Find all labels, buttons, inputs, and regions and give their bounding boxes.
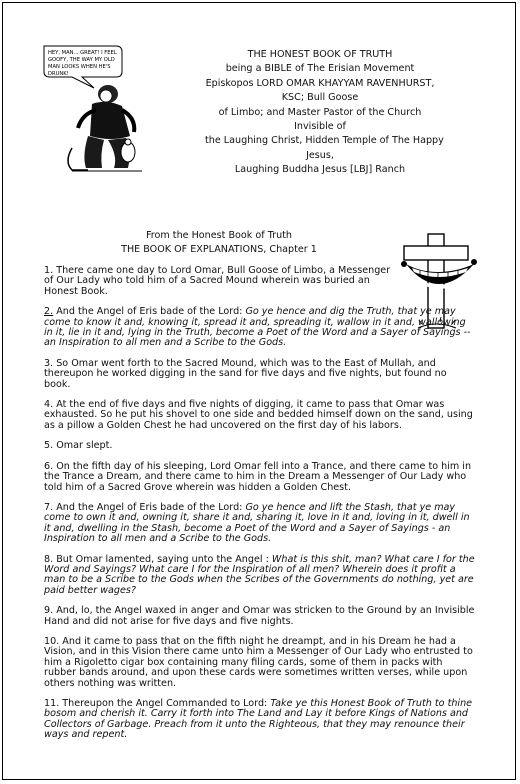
verse-4: 4. At the end of five days and five nights of digging, it came to pass that Omar was exhausted. So he put his shovel to one side and bedded himself down on the sand, using as a pillow a Golden Chest he had uncovered on the first day of his labors.	[44, 399, 473, 431]
verse-1: 1. There came one day to Lord Omar, Bull Goose of Limbo, a Messenger of Our Lady who told him of a Sacred Mound wherein was buried an Honest Book.	[44, 265, 391, 297]
verses-body	[44, 266, 476, 751]
verse-3: 3. So Omar went forth to the Sacred Mound, which was to the East of Mullah, and thereupon he worked digging in the sand for five days and five nights, but found no book.	[44, 357, 447, 390]
chapter-title: THE BOOK OF EXPLANATIONS, Chapter 1	[121, 244, 317, 255]
header-line-8: Jesus,	[306, 149, 334, 161]
document-header	[205, 48, 444, 178]
verse-8-quote: What is this shit, man? What care I for the Word and Sayings? What care I for the Inspiration of all men? Wherein does it profit a man to be a Scribe to the Gods when the Scribes of the Governments do nothing, yet are paid better wages?	[44, 553, 475, 596]
header-line-1: THE HONEST BOOK OF TRUTH	[247, 49, 393, 60]
header-line-2: being a BIBLE of The Erisian Movement	[225, 63, 415, 75]
header-line-9: Laughing Buddha Jesus [LBJ] Ranch	[234, 164, 406, 176]
verse-5: 5. Omar slept.	[44, 440, 113, 452]
verse-8-text: 8. But Omar lamented, saying unto the Angel :	[44, 553, 272, 565]
verse-2-quote: Go ye hence and dig the Truth, that ye may come to know it and, knowing it, spread it and, spreading it, wallow in it and, wallowing in it, lie in it and, lying in the Truth, become a Poet of the Word and a Sayer of Sayings -- an Inspiration to all men and a Scribe to the Gods.	[44, 306, 471, 349]
verse-7	[44, 503, 476, 545]
speech-line-3: MAN LOOKS WHEN HE'S	[48, 64, 111, 70]
verse-9: 9. And, lo, the Angel waxed in anger and Omar was stricken to the Ground by an Invisible Hand and did not arise for five days and five nights.	[44, 605, 475, 627]
verse-7-quote: Go ye hence and lift the Stash, that ye may come to own it and, owning it, share it and, sharing it, love in it and, loving in it, dwell in it and, dwelling in the Stash, become a Poet of the Word and a Sayer of Sayings - an Inspiration to all men and a Scribe to the Gods.	[44, 501, 470, 545]
speech-line-2: GOOFY, THE WAY MY OLD	[48, 57, 115, 63]
speech-line-1: HEY, MAN... GREAT! I FEEL	[48, 50, 117, 56]
header-line-6: Invisible of	[294, 121, 346, 133]
header-line-7: the Laughing Christ, Hidden Temple of The Happy	[205, 135, 444, 147]
header-line-3: Episkopos LORD OMAR KHAYYAM RAVENHURST,	[205, 77, 435, 89]
header-line-5: of Limbo; and Master Pastor of the Church	[218, 106, 422, 118]
verse-2	[44, 307, 476, 349]
verse-11	[44, 699, 476, 741]
drunk-man-cartoon	[42, 44, 150, 174]
header-line-4: KSC; Bull Goose	[281, 92, 359, 104]
speech-line-4: DRUNK!	[48, 71, 69, 77]
verse-6: 6. On the fifth day of his sleeping, Lord Omar fell into a Trance, and there came to him in the Trance a Dream, and there came to him in the Dream a Messenger of Our Lady who told him of a Sacred Grove wherein was hidden a Golden Chest.	[44, 460, 472, 493]
source-title: From the Honest Book of Truth	[145, 230, 293, 241]
verse-2-text: And the Angel of Eris bade of the Lord:	[53, 306, 246, 318]
verse-7-text: 7. And the Angel of Eris bade of the Lord:	[44, 501, 246, 513]
verse-2-number: 2.	[44, 306, 54, 318]
chapter-heading	[114, 229, 324, 257]
verse-11-text: 11. Thereupon the Angel Commanded to Lord:	[44, 698, 271, 709]
verse-11-quote: Take ye this Honest Book of Truth to thine bosom and cherish it. Carry it forth into The Land and Lay it before Kings of Nations and Collectors of Garbage. Preach from it unto the Righteous, that they may renounce their ways and repent.	[44, 698, 473, 741]
verse-10: 10. And it came to pass that on the fifth night he dreampt, and in his Dream he had a Vision, and in this Vision there came unto him a Messenger of Our Lady who entrusted to him a Rigoletto cigar box containing many filing cards, some of them in packs with rubber bands around, and upon these cards were sometimes written verses, while upon others nothing was written.	[44, 635, 473, 689]
verse-8	[44, 555, 476, 597]
